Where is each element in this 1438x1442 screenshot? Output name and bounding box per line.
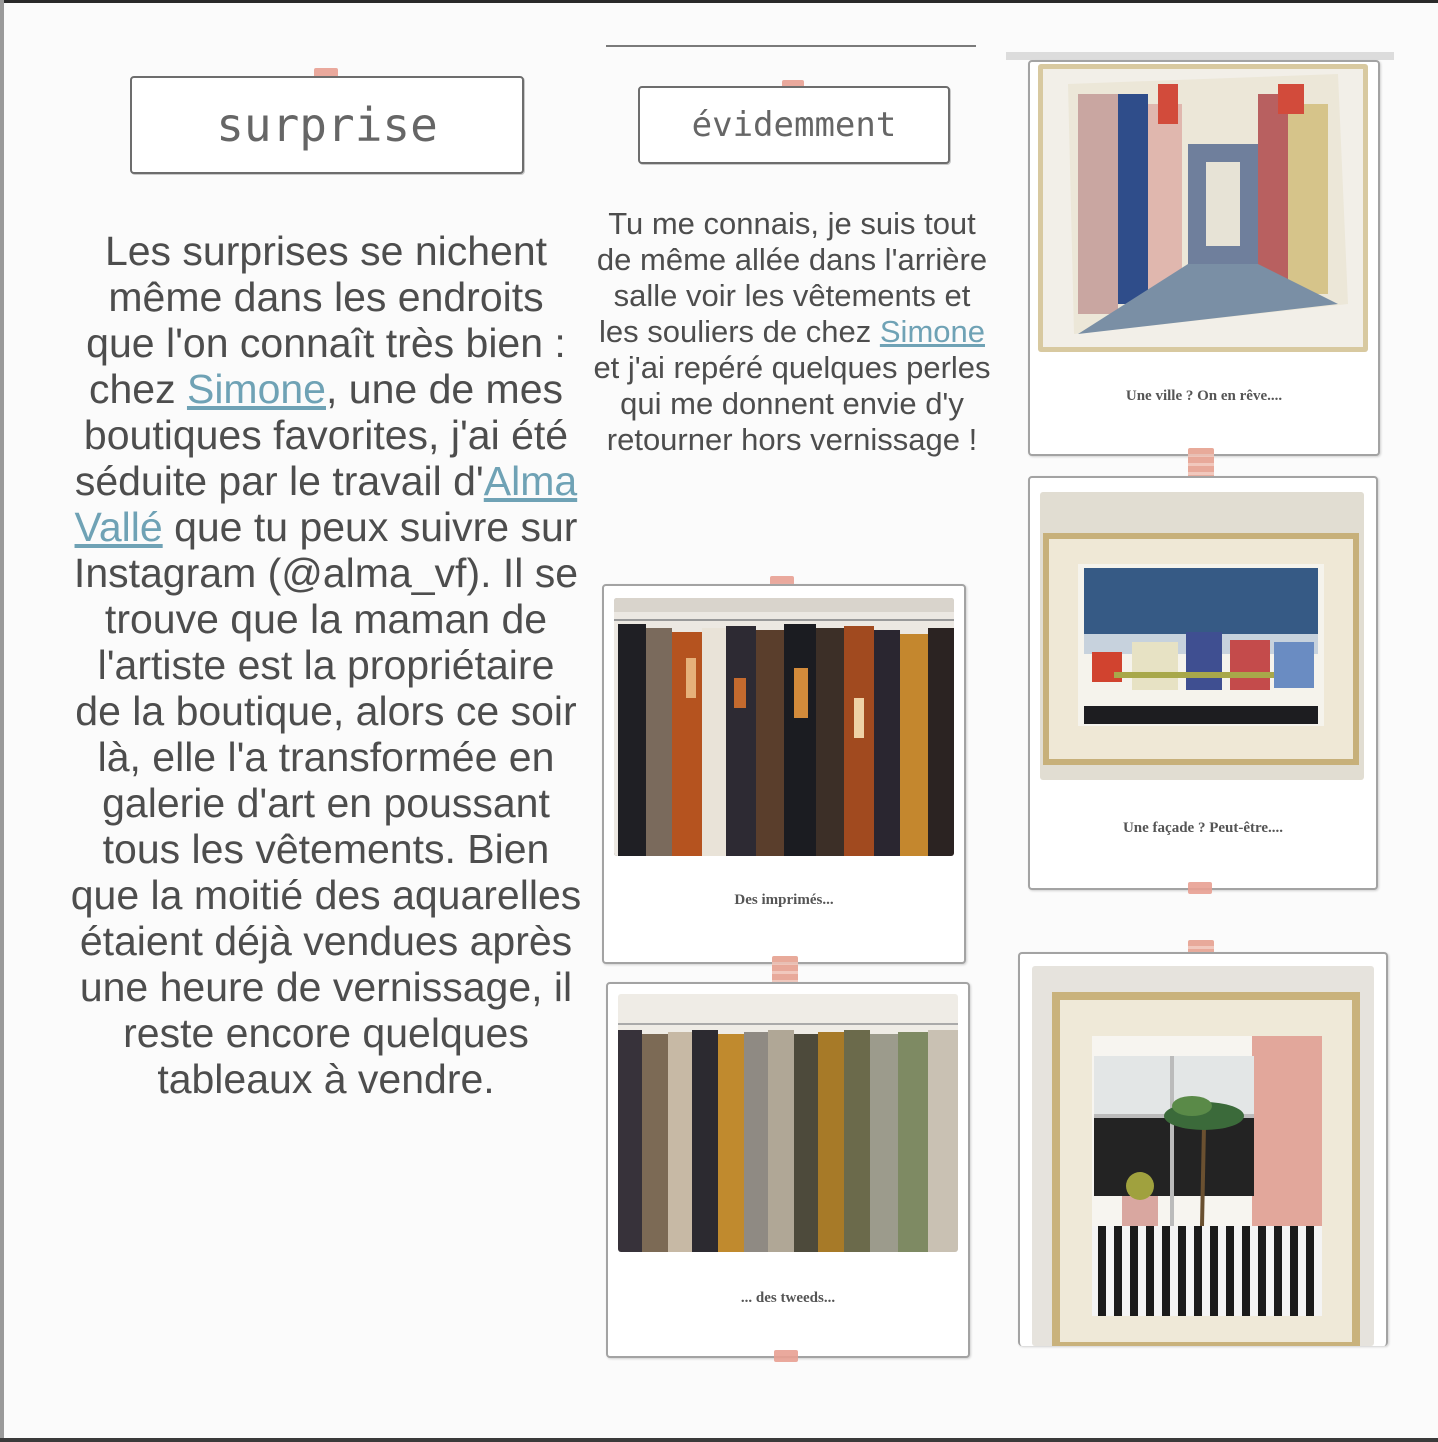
simone-link-2[interactable]: Simone — [879, 314, 985, 349]
left-text-2: , une de mes boutiques favorites, j'ai été séduite par le travail d' — [74, 366, 569, 504]
tape-strip — [1188, 882, 1212, 894]
divider-line — [1006, 52, 1394, 60]
frame-edge-top — [0, 0, 1438, 3]
frame-edge-bottom — [0, 1438, 1438, 1442]
photo-card-tweeds — [606, 982, 970, 1358]
heading-surprise: surprise — [216, 98, 438, 152]
tweed-rack-illustration — [618, 994, 958, 1252]
left-text-1: Les surprises se nichent même dans les endroits que l'on connaît très bien : chez — [86, 228, 566, 412]
alma-valle-link[interactable]: Alma Vallé — [74, 458, 578, 550]
caption-tweeds: ... des tweeds... — [740, 1290, 836, 1306]
photo-card-facade — [1028, 476, 1378, 890]
left-text-3: que tu peux suivre sur Instagram (@alma_vf). Il se trouve que la maman de l'artiste est la propriétaire de la boutique, alors ce soir là, elle l'a transformée en galerie d'art en poussant tous les vêtements. Bien que la moitié des aquarelles étaient déjà vendues après une heure de vernissage, il reste encore quelques tableaux à vendre. — [70, 504, 582, 1102]
city-painting-illustration — [1038, 64, 1368, 352]
heading-evidemment: évidemment — [691, 105, 897, 145]
striped-table — [1092, 1226, 1322, 1316]
photo-card-prints — [602, 584, 966, 964]
heading-tag-evidemment — [638, 86, 950, 164]
photo-printed-clothes — [614, 598, 954, 856]
left-paragraph — [70, 228, 582, 1102]
frame-edge-left — [0, 0, 4, 1442]
photo-card-window — [1018, 952, 1388, 1346]
divider-line — [606, 45, 976, 47]
facade-painting-illustration — [1040, 492, 1364, 780]
heading-tag-surprise — [130, 76, 524, 174]
caption-prints: Des imprimés... — [734, 892, 834, 908]
clothes-rack-illustration — [614, 598, 954, 856]
photo-card-city — [1028, 60, 1380, 456]
caption-facade: Une façade ? Peut-être.... — [1122, 820, 1284, 836]
caption-city: Une ville ? On en rêve.... — [1125, 388, 1283, 404]
photo-facade-painting — [1040, 492, 1364, 780]
photo-city-painting — [1038, 64, 1368, 352]
tape-strip — [1188, 448, 1214, 478]
middle-paragraph — [590, 206, 994, 458]
middle-text-1: Tu me connais, je suis tout de même allée dans l'arrière salle voir les vêtements et les souliers de chez — [596, 206, 988, 349]
middle-text-2: et j'ai repéré quelques perles qui me donnent envie d'y retourner hors vernissage ! — [593, 350, 991, 457]
window-painting-illustration — [1032, 966, 1374, 1346]
photo-window-painting — [1032, 966, 1374, 1346]
tape-strip — [774, 1350, 798, 1362]
simone-link[interactable]: Simone — [186, 366, 326, 412]
photo-tweed-clothes — [618, 994, 958, 1252]
